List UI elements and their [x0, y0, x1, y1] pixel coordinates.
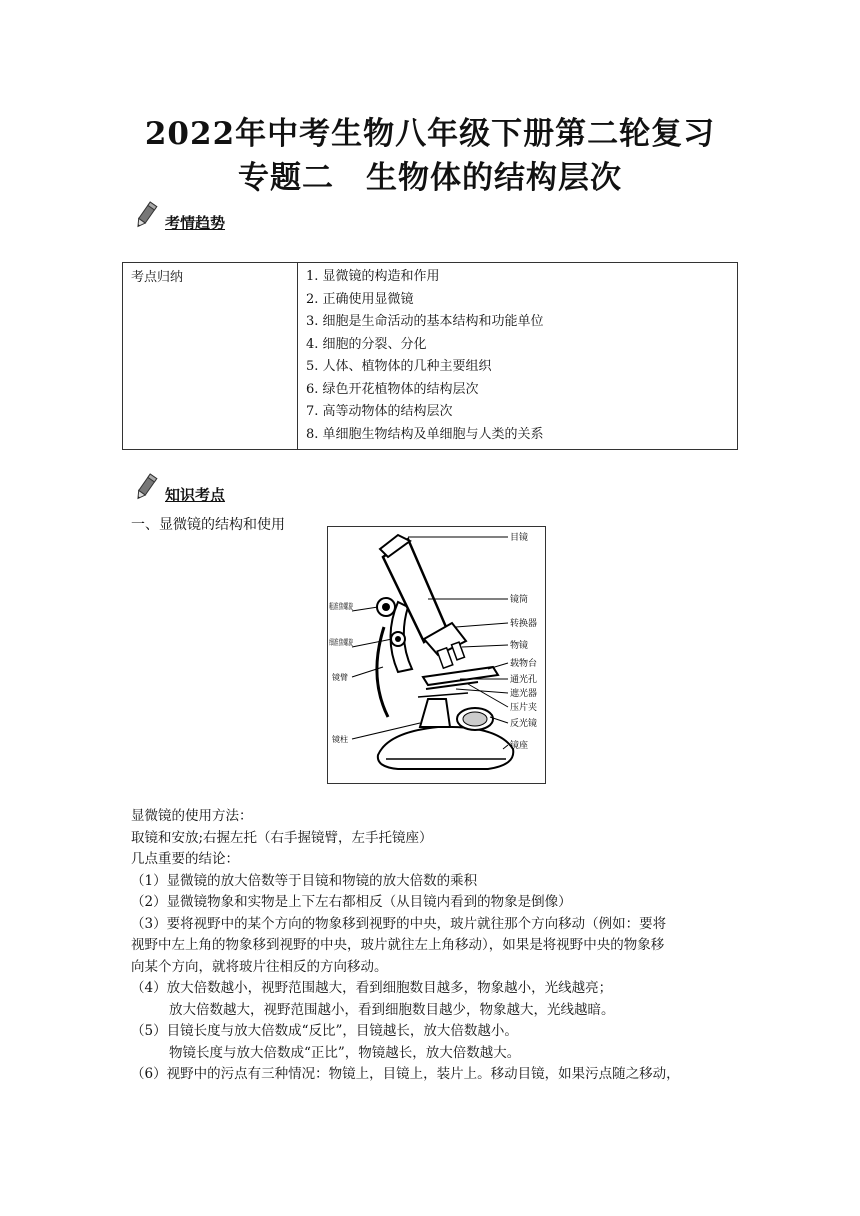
paragraph: 物镜长度与放大倍数成“正比”，物镜越长，放大倍数越大。	[169, 1044, 521, 1061]
label-tube: 镜筒	[510, 595, 529, 605]
list-item: 5. 人体、植物体的几种主要组织	[306, 359, 492, 374]
paragraph: （5）目镜长度与放大倍数成“反比”，目镜越长，放大倍数越小。	[131, 1023, 518, 1039]
pencil-icon	[131, 200, 161, 234]
paragraph: 几点重要的结论：	[131, 851, 239, 867]
list-item: 7. 高等动物体的结构层次	[306, 404, 453, 419]
label-mirror: 反光镜	[510, 719, 538, 729]
paragraph: 显微镜的使用方法：	[131, 808, 253, 824]
list-item: 1. 显微镜的构造和作用	[306, 269, 440, 284]
label-arm: 镜臂	[332, 673, 348, 682]
label-eyepiece: 目镜	[510, 533, 529, 543]
label-clip: 压片夹	[510, 703, 538, 713]
list-item: 4. 细胞的分裂、分化	[306, 336, 427, 352]
exam-points-table	[122, 262, 738, 450]
label-coarse-focus: 粗准焦螺旋	[329, 602, 369, 611]
list-item: 2. 正确使用显微镜	[306, 291, 414, 307]
paragraph: （1）显微镜的放大倍数等于目镜和物镜的放大倍数的乘积	[131, 872, 478, 889]
subheading: 一、显微镜的结构和使用	[131, 517, 285, 533]
paragraph: 向某个方向，就将玻片往相反的方向移动。	[131, 958, 388, 975]
microscope-diagram	[327, 526, 546, 784]
page-title: 2022年中考生物八年级下册第二轮复习	[144, 116, 716, 152]
label-diaphragm: 遮光器	[510, 689, 538, 699]
paragraph: 视野中左上角的物象移到视野的中央，玻片就往左上角移动），如果是将视野中央的物象移	[131, 937, 665, 953]
paragraph: （2）显微镜物象和实物是上下左右都相反（从目镜内看到的物象是倒像）	[131, 894, 572, 910]
paragraph: （4）放大倍数越小，视野范围越大，看到细胞数目越多，物象越小，光线越亮；	[131, 980, 613, 996]
label-stage: 载物台	[510, 659, 538, 669]
label-nosepiece: 转换器	[510, 619, 538, 629]
list-item: 6. 绿色开花植物体的结构层次	[306, 381, 479, 397]
pencil-icon	[131, 472, 161, 506]
label-fine-focus: 细准焦螺旋	[329, 638, 369, 647]
table-left-label: 考点归纳	[123, 263, 298, 450]
label-aperture: 通光孔	[510, 675, 538, 685]
paragraph: 取镜和安放;右握左托（右手握镜臂，左手托镜座）	[131, 829, 433, 846]
label-base: 镜座	[510, 741, 529, 751]
label-objective: 物镜	[510, 641, 529, 651]
paragraph: 放大倍数越大，视野范围越小，看到细胞数目越少，物象越大，光线越暗。	[169, 1001, 615, 1018]
section-label: 知识考点	[165, 486, 226, 504]
list-item: 8. 单细胞生物结构及单细胞与人类的关系	[306, 426, 544, 442]
label-pillar: 镜柱	[332, 735, 348, 744]
section-label: 考情趋势	[165, 214, 226, 232]
table-items-cell	[298, 263, 738, 450]
section-heading-knowledge	[131, 472, 225, 506]
section-heading-trends	[131, 200, 225, 234]
list-item: 3. 细胞是生命活动的基本结构和功能单位	[306, 314, 544, 329]
body-text	[131, 806, 741, 1086]
paragraph: （6）视野中的污点有三种情况：物镜上，目镜上，装片上。移动目镜，如果污点随之移动，	[131, 1066, 680, 1082]
paragraph: （3）要将视野中的某个方向的物象移到视野的中央，玻片就往那个方向移动（例如：要将	[131, 915, 667, 932]
page-subtitle: 专题二 生物体的结构层次	[238, 160, 622, 196]
